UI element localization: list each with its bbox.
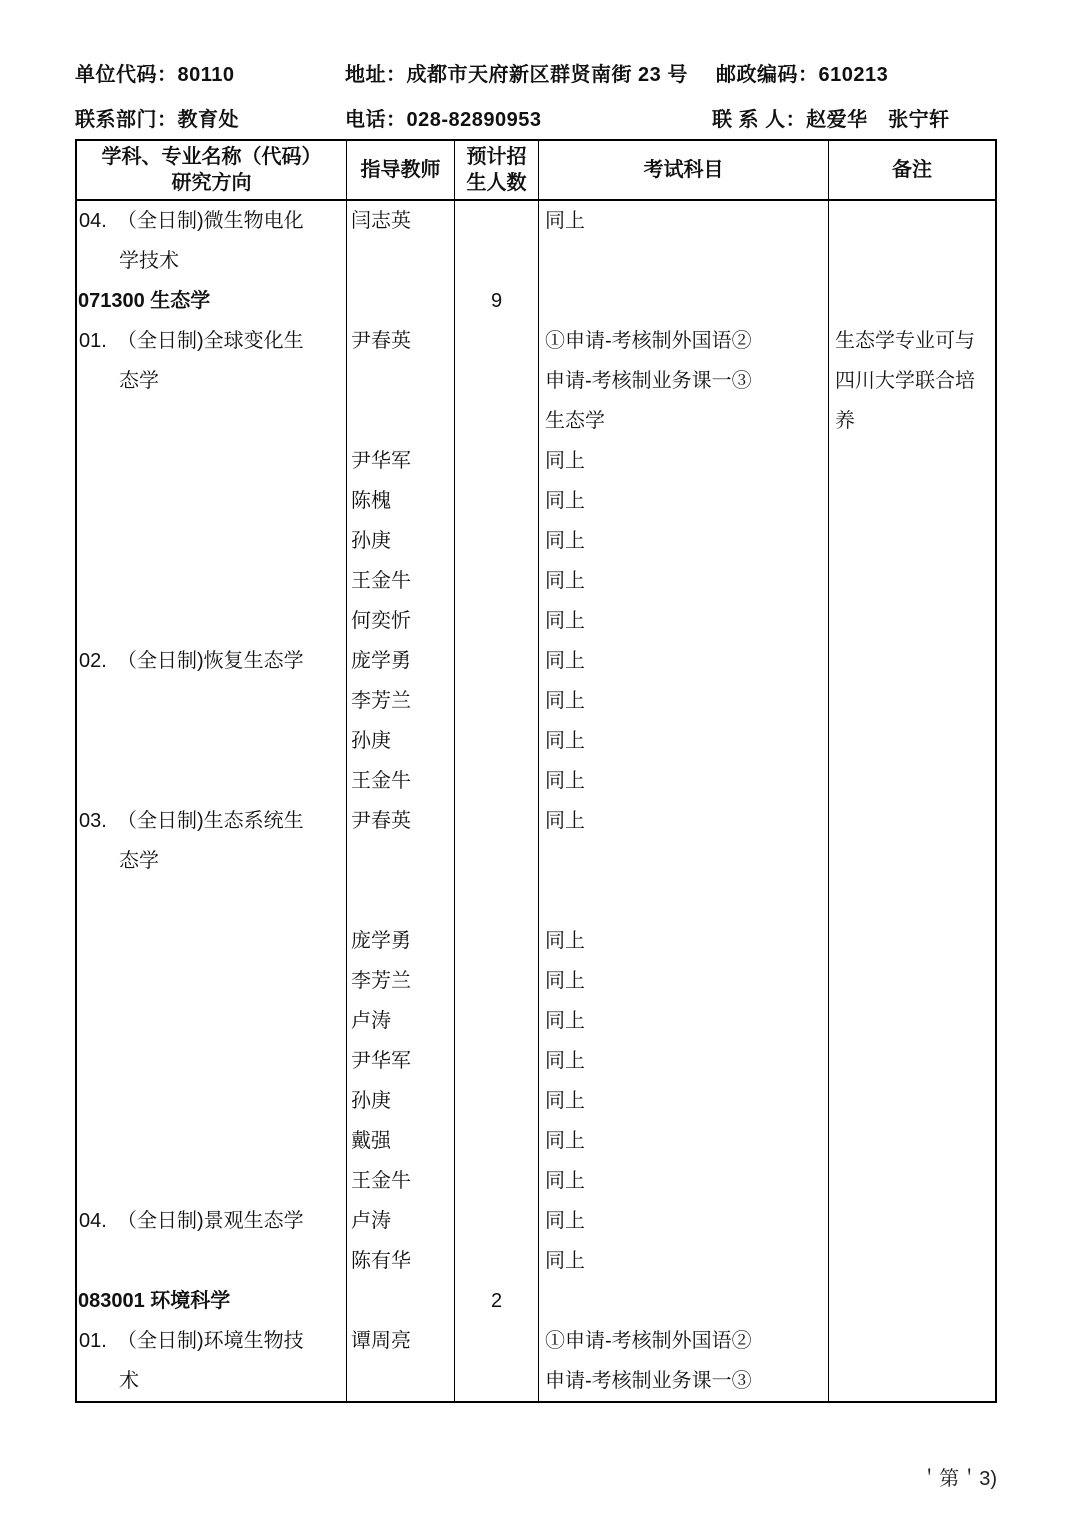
quota-cell xyxy=(455,1321,539,1361)
quota-cell xyxy=(455,521,539,561)
remark-cell xyxy=(829,1001,995,1041)
quota-header-line1: 预计招 xyxy=(466,146,527,168)
table-row xyxy=(77,721,995,761)
subject-cell xyxy=(77,721,347,761)
advisor-cell xyxy=(347,841,455,881)
exam-cell: 同上 xyxy=(539,561,829,601)
quota-cell xyxy=(455,1161,539,1201)
subject-cell xyxy=(77,1001,347,1041)
column-header-subject xyxy=(77,141,347,199)
remark-cell xyxy=(829,641,995,681)
subject-cell xyxy=(77,681,347,721)
exam-cell xyxy=(539,881,829,921)
remark-cell xyxy=(829,801,995,841)
table-row xyxy=(77,801,995,841)
advisor-cell: 何奕忻 xyxy=(347,601,455,641)
direction-number: 01. xyxy=(79,330,107,352)
page-footer-note: ＇第＇3) xyxy=(919,1468,997,1490)
advisor-cell: 尹春英 xyxy=(347,801,455,841)
quota-cell xyxy=(455,1001,539,1041)
exam-cell: 同上 xyxy=(539,921,829,961)
remark-cell xyxy=(829,521,995,561)
remark-header-label: 备注 xyxy=(892,159,932,181)
quota-cell xyxy=(455,401,539,441)
subject-cell xyxy=(77,961,347,1001)
remark-cell xyxy=(829,841,995,881)
advisor-cell: 卢涛 xyxy=(347,1001,455,1041)
advisor-cell: 孙庚 xyxy=(347,721,455,761)
exam-cell: 申请-考核制业务课一③ xyxy=(539,1361,829,1401)
remark-cell xyxy=(829,1321,995,1361)
subject-cell: 术 xyxy=(77,1361,347,1401)
remark-cell xyxy=(829,561,995,601)
exam-cell: 同上 xyxy=(539,961,829,1001)
advisor-cell: 王金牛 xyxy=(347,561,455,601)
quota-cell xyxy=(455,641,539,681)
advisor-cell xyxy=(347,241,455,281)
subject-cell xyxy=(77,1081,347,1121)
advisor-cell xyxy=(347,281,455,321)
direction-name: （全日制)全球变化生 xyxy=(117,330,304,352)
quota-cell xyxy=(455,601,539,641)
quota-cell xyxy=(455,481,539,521)
subject-cell xyxy=(77,561,347,601)
quota-cell xyxy=(455,1121,539,1161)
exam-cell: 同上 xyxy=(539,1001,829,1041)
advisor-cell xyxy=(347,881,455,921)
subject-cell xyxy=(77,521,347,561)
subject-cell xyxy=(77,1041,347,1081)
table-row xyxy=(77,681,995,721)
table-row xyxy=(77,1121,995,1161)
remark-cell xyxy=(829,681,995,721)
exam-cell: 同上 xyxy=(539,721,829,761)
direction-number: 01. xyxy=(79,1330,107,1352)
subject-cell xyxy=(77,641,347,681)
table-row xyxy=(77,1161,995,1201)
table-row xyxy=(77,601,995,641)
table-row xyxy=(77,1281,995,1321)
advisor-cell xyxy=(347,361,455,401)
subject-cell: 态学 xyxy=(77,361,347,401)
exam-cell xyxy=(539,281,829,321)
table-row xyxy=(77,761,995,801)
table-row xyxy=(77,1241,995,1281)
advisor-cell: 尹春英 xyxy=(347,321,455,361)
subject-cell xyxy=(77,801,347,841)
exam-cell xyxy=(539,841,829,881)
quota-cell xyxy=(455,1041,539,1081)
admissions-table xyxy=(75,139,997,1403)
table-row xyxy=(77,1201,995,1241)
direction-name: （全日制)恢复生态学 xyxy=(117,650,304,672)
quota-cell xyxy=(455,681,539,721)
table-header-row xyxy=(77,141,995,201)
advisor-cell: 戴强 xyxy=(347,1121,455,1161)
table-row xyxy=(77,1081,995,1121)
table-row xyxy=(77,241,995,281)
remark-cell xyxy=(829,1241,995,1281)
subject-cell: 态学 xyxy=(77,841,347,881)
subject-cell xyxy=(77,601,347,641)
remark-cell xyxy=(829,481,995,521)
remark-cell xyxy=(829,1201,995,1241)
advisor-header-label: 指导教师 xyxy=(360,159,441,181)
advisor-cell: 孙庚 xyxy=(347,521,455,561)
subject-cell xyxy=(77,1321,347,1361)
exam-cell: 同上 xyxy=(539,521,829,561)
subject-cell xyxy=(77,481,347,521)
exam-cell: 同上 xyxy=(539,1041,829,1081)
remark-cell xyxy=(829,441,995,481)
table-row xyxy=(77,961,995,1001)
table-row xyxy=(77,841,995,881)
table-row xyxy=(77,1321,995,1361)
remark-cell xyxy=(829,201,995,241)
exam-cell: 同上 xyxy=(539,1081,829,1121)
quota-cell xyxy=(455,721,539,761)
table-row xyxy=(77,201,995,241)
remark-cell xyxy=(829,881,995,921)
table-row xyxy=(77,641,995,681)
remark-cell xyxy=(829,601,995,641)
quota-cell xyxy=(455,361,539,401)
exam-cell: 同上 xyxy=(539,441,829,481)
exam-cell: ①申请-考核制外国语② xyxy=(539,321,829,361)
advisor-cell: 李芳兰 xyxy=(347,681,455,721)
table-row xyxy=(77,481,995,521)
quota-cell xyxy=(455,1201,539,1241)
unit-code-text: 单位代码：80110 xyxy=(75,64,235,86)
subject-cell xyxy=(77,401,347,441)
table-row xyxy=(77,1041,995,1081)
advisor-cell: 庞学勇 xyxy=(347,921,455,961)
subject-cell: 071300 生态学 xyxy=(77,281,347,321)
advisor-cell: 王金牛 xyxy=(347,761,455,801)
remark-cell xyxy=(829,761,995,801)
quota-cell xyxy=(455,241,539,281)
quota-cell: 2 xyxy=(455,1281,539,1321)
quota-cell xyxy=(455,841,539,881)
subject-header-line2: 研究方向 xyxy=(171,172,252,194)
exam-cell: 同上 xyxy=(539,801,829,841)
exam-cell: 同上 xyxy=(539,1241,829,1281)
quota-cell xyxy=(455,1081,539,1121)
contacts-text: 联 系 人：赵爱华 张宁轩 xyxy=(712,109,950,131)
column-header-quota xyxy=(455,141,539,199)
exam-cell: 同上 xyxy=(539,1201,829,1241)
remark-cell xyxy=(829,1361,995,1401)
advisor-cell xyxy=(347,1361,455,1401)
remark-cell xyxy=(829,281,995,321)
exam-cell: 同上 xyxy=(539,1121,829,1161)
exam-cell: 同上 xyxy=(539,681,829,721)
exam-cell: 同上 xyxy=(539,601,829,641)
exam-cell: 同上 xyxy=(539,641,829,681)
remark-cell: 生态学专业可与 xyxy=(835,330,975,352)
remark-cell xyxy=(829,1081,995,1121)
quota-cell xyxy=(455,1361,539,1401)
quota-cell xyxy=(455,801,539,841)
quota-header-line2: 生人数 xyxy=(466,172,527,194)
quota-cell xyxy=(455,441,539,481)
table-row xyxy=(77,921,995,961)
direction-name: （全日制)景观生态学 xyxy=(117,1210,304,1232)
subject-cell xyxy=(77,921,347,961)
subject-cell xyxy=(77,761,347,801)
direction-number: 04. xyxy=(79,210,107,232)
subject-cell xyxy=(77,1201,347,1241)
quota-cell xyxy=(455,561,539,601)
quota-cell xyxy=(455,921,539,961)
advisor-cell: 尹华军 xyxy=(347,441,455,481)
quota-cell xyxy=(455,321,539,361)
remark-cell xyxy=(829,1121,995,1161)
table-row xyxy=(77,1361,995,1401)
advisor-cell: 王金牛 xyxy=(347,1161,455,1201)
table-row xyxy=(77,521,995,561)
direction-name: （全日制)微生物电化 xyxy=(117,210,304,232)
subject-header-line1: 学科、专业名称（代码） xyxy=(101,146,322,168)
direction-number: 04. xyxy=(79,1210,107,1232)
advisor-cell: 李芳兰 xyxy=(347,961,455,1001)
subject-cell xyxy=(77,321,347,361)
advisor-cell: 陈有华 xyxy=(347,1241,455,1281)
postal-code-text: 邮政编码：610213 xyxy=(716,64,889,86)
address-text: 地址：成都市天府新区群贤南街 23 号 xyxy=(345,64,688,86)
direction-number: 02. xyxy=(79,650,107,672)
quota-cell xyxy=(455,761,539,801)
table-row xyxy=(77,1001,995,1041)
table-row xyxy=(77,281,995,321)
exam-cell xyxy=(539,241,829,281)
subject-cell: 083001 环境科学 xyxy=(77,1281,347,1321)
subject-cell xyxy=(77,881,347,921)
quota-cell xyxy=(455,1241,539,1281)
exam-header-label: 考试科目 xyxy=(643,159,724,181)
column-header-remark xyxy=(829,141,995,199)
table-row xyxy=(77,321,995,361)
exam-cell: 申请-考核制业务课一③ xyxy=(539,361,829,401)
exam-cell: ①申请-考核制外国语② xyxy=(539,1321,829,1361)
exam-cell: 同上 xyxy=(539,201,829,241)
remark-cell xyxy=(829,1161,995,1201)
table-row xyxy=(77,881,995,921)
quota-cell xyxy=(455,201,539,241)
direction-name: （全日制)生态系统生 xyxy=(117,810,304,832)
remark-cell: 四川大学联合培 xyxy=(835,370,975,392)
remark-cell xyxy=(829,961,995,1001)
exam-cell: 同上 xyxy=(539,1161,829,1201)
advisor-cell: 陈槐 xyxy=(347,481,455,521)
subject-cell xyxy=(77,1121,347,1161)
advisor-cell: 闫志英 xyxy=(347,201,455,241)
column-header-exam xyxy=(539,141,829,199)
subject-cell xyxy=(77,201,347,241)
direction-number: 03. xyxy=(79,810,107,832)
remark-cell xyxy=(829,921,995,961)
table-row xyxy=(77,401,995,441)
exam-cell: 生态学 xyxy=(539,401,829,441)
department-text: 联系部门：教育处 xyxy=(75,109,239,131)
exam-cell: 同上 xyxy=(539,761,829,801)
table-body xyxy=(77,201,995,1401)
quota-cell xyxy=(455,881,539,921)
table-row xyxy=(77,561,995,601)
advisor-cell xyxy=(347,401,455,441)
quota-cell xyxy=(455,961,539,1001)
advisor-cell: 谭周亮 xyxy=(347,1321,455,1361)
table-row xyxy=(77,361,995,401)
remark-cell xyxy=(829,721,995,761)
remark-cell xyxy=(829,1281,995,1321)
advisor-cell: 孙庚 xyxy=(347,1081,455,1121)
subject-cell xyxy=(77,441,347,481)
column-header-advisor xyxy=(347,141,455,199)
remark-cell xyxy=(829,1041,995,1081)
table-row xyxy=(77,441,995,481)
exam-cell: 同上 xyxy=(539,481,829,521)
advisor-cell: 卢涛 xyxy=(347,1201,455,1241)
advisor-cell: 庞学勇 xyxy=(347,641,455,681)
advisor-cell: 尹华军 xyxy=(347,1041,455,1081)
direction-name: （全日制)环境生物技 xyxy=(117,1330,304,1352)
subject-cell xyxy=(77,1241,347,1281)
advisor-cell xyxy=(347,1281,455,1321)
exam-cell xyxy=(539,1281,829,1321)
quota-cell: 9 xyxy=(455,281,539,321)
remark-cell xyxy=(829,241,995,281)
remark-cell: 养 xyxy=(835,410,855,432)
phone-text: 电话：028-82890953 xyxy=(345,109,542,131)
subject-cell xyxy=(77,1161,347,1201)
subject-cell: 学技术 xyxy=(77,241,347,281)
